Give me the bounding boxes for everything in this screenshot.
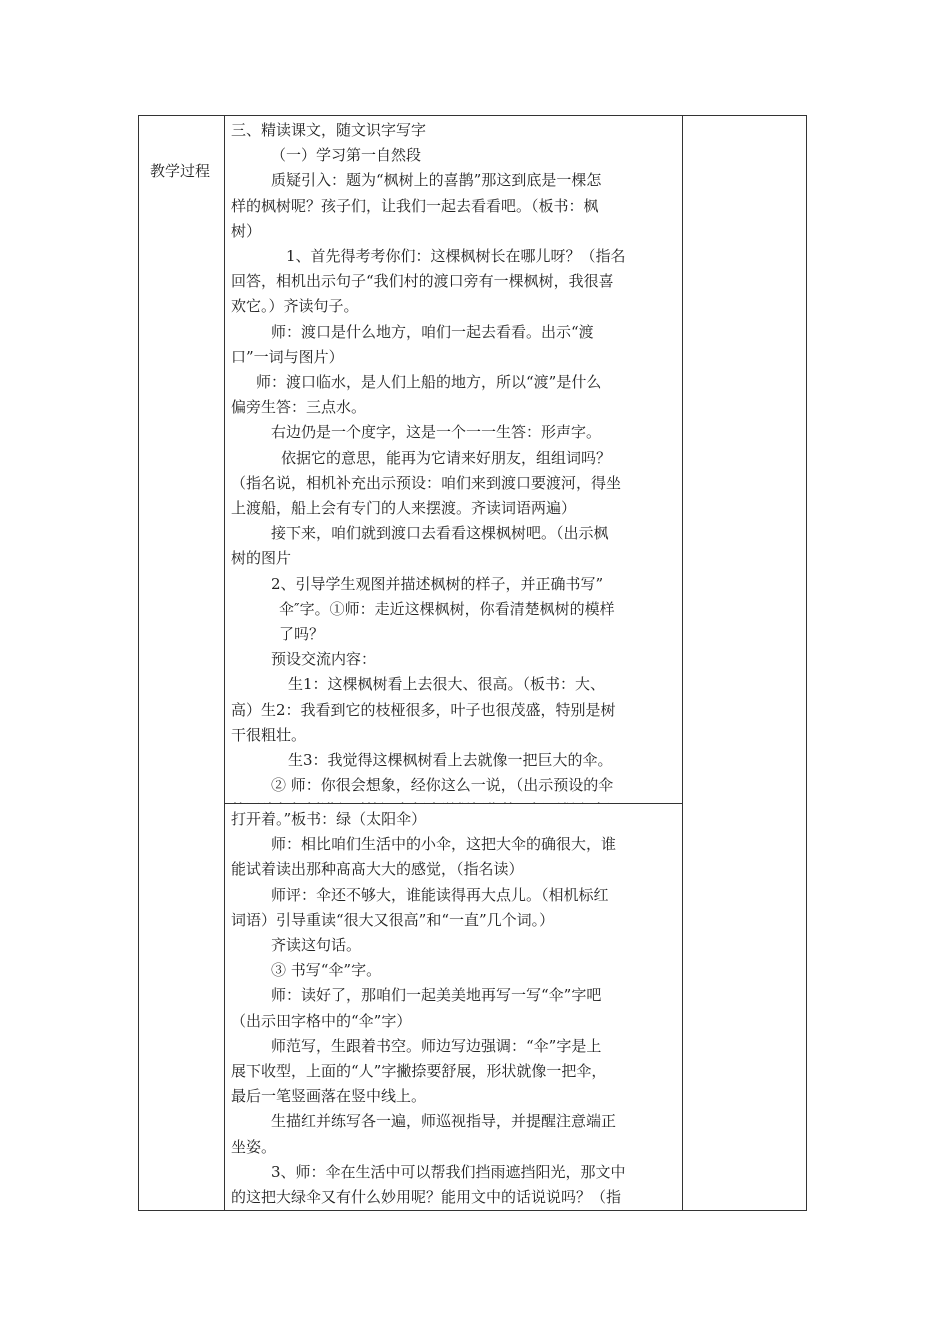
text-line: ② 师：你很会想象，经你这么一说，（出示预设的伞: [271, 776, 614, 795]
text-line: 打开着。”板书：绿（太阳伞）: [231, 810, 427, 828]
text-line: 伞″字。①师：走近这棵枫树，你看清楚枫树的模样: [279, 599, 615, 618]
text-line: 师：读好了，那咱们一起美美地再写一写“伞”字吧: [271, 986, 602, 1005]
column-divider-1: [224, 115, 225, 1211]
text-line: 样的枫树呢？孩子们，让我们一起去看看吧。（板书：枫: [231, 196, 599, 215]
text-line: 生描红并练写各一遍，师巡视指导，并提醒注意端正: [271, 1112, 617, 1131]
text-line: 生1：这棵枫树看上去很大、很高。（板书：大、: [288, 675, 606, 694]
text-line: 的这把大绿伞又有什么妙用呢？能用文中的话说说吗？（指: [231, 1188, 622, 1207]
text-line: 回答，相机出示句子“我们村的渡口旁有一棵枫树，我很喜: [231, 272, 614, 291]
text-line: 上渡船，船上会有专门的人来摆渡。齐读词语两遍）: [231, 499, 577, 518]
text-line: 口”一词与图片）: [231, 347, 344, 366]
text-line: （指名说，相机补充出示预设：咱们来到渡口要渡河，得坐: [231, 473, 622, 492]
text-line: 预设交流内容：: [271, 650, 377, 669]
text-line: 词语）引导重读“很大又很高”和“一直”几个词。）: [231, 910, 555, 929]
text-line: 师：渡口是什么地方，咱们一起去看看。出示“渡: [271, 322, 594, 341]
text-line: 能试着读出那种髙髙大大的感觉，（指名读）: [231, 860, 524, 879]
text-line: 接下来，咱们就到渡口去看看这棵枫树吧。（出示枫: [271, 524, 609, 543]
text-line: [231, 798, 677, 803]
text-line: 三、精读课文，随文识字写字: [231, 121, 427, 139]
text-line: 2、引导学生观图并描述枫树的样子，并正确书写”: [271, 574, 604, 593]
row-divider: [224, 803, 682, 804]
text-line: 依据它的意思，能再为它请来好朋友，组组词吗？: [281, 448, 612, 467]
table-left-border: [138, 115, 139, 1211]
text-line: 展下收型，上面的“人”字撇捺要舒展，形状就像一把伞，: [231, 1062, 607, 1081]
text-line: 干很粗壮。: [231, 725, 307, 744]
text-line: 最后一笔竖画落在竖中线上。: [231, 1087, 427, 1106]
table-right-border: [806, 115, 807, 1211]
text-line: 树的图片: [231, 549, 292, 568]
text-line: 欢它。）齐读句子。: [231, 297, 359, 316]
column-divider-2: [682, 115, 683, 1211]
text-line: 师范写，生跟着书空。师边写边强调：“伞”字是上: [271, 1036, 602, 1055]
text-line: 树）: [231, 221, 262, 240]
text-line: 了吗？: [279, 625, 325, 644]
text-line: 生3：我觉得这棵枫树看上去就像一把巨大的伞。: [288, 751, 613, 770]
text-line: 质疑引入：题为“枫树上的喜鹊”那这到底是一棵怎: [271, 171, 602, 190]
text-line: （一）学习第一自然段: [271, 146, 422, 165]
text-line: 坐姿。: [231, 1137, 277, 1156]
text-line: ③ 书写“伞”字。: [271, 961, 382, 980]
text-line: 齐读这句话。: [271, 936, 362, 955]
row-label: 教学过程: [150, 162, 211, 180]
text-line: 1、首先得考考你们：这棵枫树长在哪儿呀？（指名: [286, 247, 626, 266]
text-line: 高）生2：我看到它的枝桠很多，叶子也很茂盛，特别是树: [231, 700, 616, 719]
content-cell-1: [231, 118, 677, 803]
text-line: 3、师：伞在生活中可以帮我们挡雨遮挡阳光，那文中: [271, 1162, 626, 1181]
text-line: 师：渡口临水，是人们上船的地方，所以“渡”是什么: [256, 373, 602, 392]
table-top-border: [138, 115, 806, 116]
text-line: （出示田字格中的“伞”字）: [231, 1011, 412, 1030]
content-cell-2: [231, 807, 677, 1209]
text-line: 师评：伞还不够大，谁能读得再大点儿。（相机标红: [271, 885, 609, 904]
text-line: 师：相比咱们生活中的小伞，这把大伞的确很大，谁: [271, 835, 617, 854]
table-bottom-border: [138, 1210, 806, 1211]
text-line: 右边仍是一个度字，这是一个一一生答：形声字。: [271, 423, 602, 442]
text-line: 偏旁生答：三点水。: [231, 398, 367, 417]
